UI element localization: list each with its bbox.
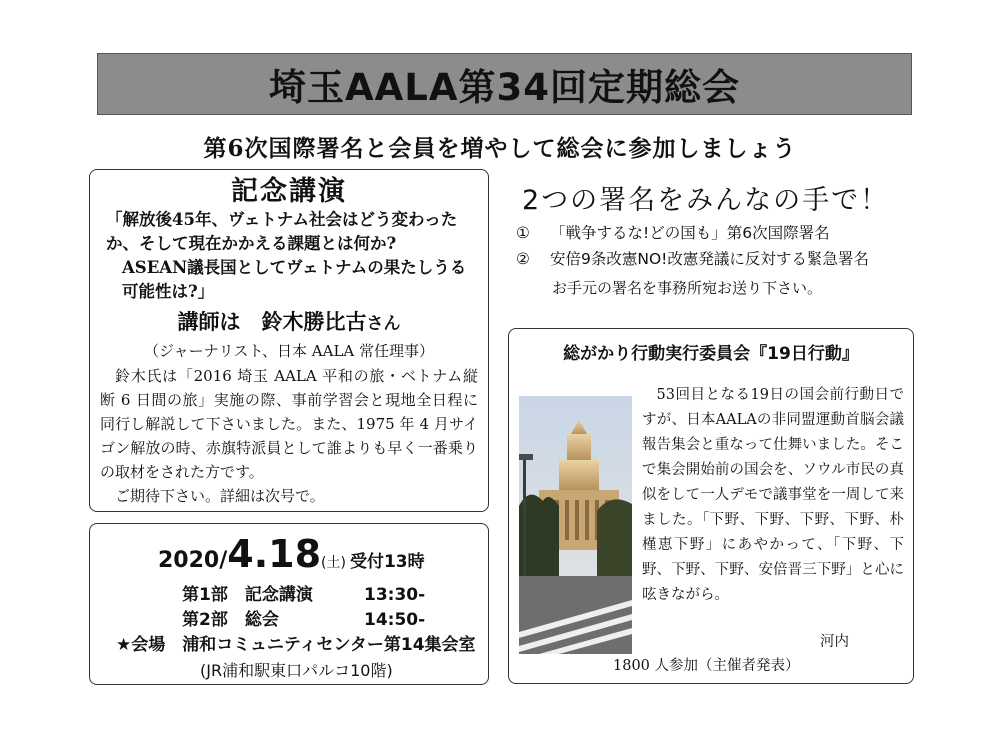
signature-item-1-text: 「戦争するな!どの国も」第6次国際署名 <box>550 224 830 242</box>
event-part2 <box>100 608 478 633</box>
event-part2-time: 14:50- <box>364 610 426 630</box>
lecture-body-paragraph1: 鈴木氏は「2016 埼玉 AALA 平和の旅・ベトナム縦断 6 日間の旅」実施の際、事前学習会と現地全日程に同行し解説して下さいました。また、1975 年 4 月サイゴン解放の時、赤旗特派員として誰よりも早く一番乗りの取材をされた方です。 <box>100 367 478 481</box>
event-part1-label: 第1部 記念講演 <box>182 585 313 605</box>
lecture-theme-line1: 「解放後45年、ヴェトナム社会はどう変わったか、そして現在かかえる課題とは何か? <box>106 210 458 253</box>
event-date-weekday: (土) <box>321 555 346 571</box>
action-author: 河内 <box>820 634 849 650</box>
signatures-heading: 2つの署名をみんなの手で！ <box>522 185 890 216</box>
lecture-heading: 記念講演 <box>231 176 347 207</box>
signature-item-1-number: ① <box>516 224 530 242</box>
event-part1 <box>100 583 478 608</box>
signature-item-1 <box>516 220 936 246</box>
diet-building-photo <box>519 396 632 654</box>
lecture-body-paragraph2: ご期待下さい。詳細は次号で。 <box>115 487 325 505</box>
speaker-name: 講師は 鈴木勝比古 <box>177 309 367 334</box>
speaker-honorific: さん <box>366 314 401 334</box>
lecture-box <box>89 169 489 512</box>
event-venue-detail: (JR浦和駅東口パルコ10階) <box>200 661 393 680</box>
page-subtitle: 第6次国際署名と会員を増やして総会に参加しましょう <box>203 135 797 162</box>
event-date <box>100 534 478 583</box>
lecture-speaker <box>100 306 478 340</box>
lecture-theme-line2: ASEAN議長国としてヴェトナムの果たしうる可能性は?」 <box>122 258 467 301</box>
diet-building-photo-illustration <box>519 396 632 654</box>
title-banner <box>97 53 912 115</box>
event-date-monthday: 4.18 <box>227 532 322 576</box>
action-body-paragraph: 53回目となる19日の国会前行動日ですが、日本AALAの非同盟運動首脳会議報告集会と重なって仕舞いました。そこで集会開始前の国会を、ソウル市民の真似をして一人デモで議事堂を一周して来ました。「下野、下野、下野、下野、朴槿恵下野」にあやかって、「下野、下野、下野、下野、安倍晋三下野」と心に呟きながら。 <box>642 387 904 603</box>
action-box <box>508 328 914 684</box>
signatures-list <box>516 220 936 272</box>
signature-item-2-number: ② <box>516 250 530 268</box>
event-part1-time: 13:30- <box>364 585 426 605</box>
lecture-theme <box>100 208 478 304</box>
action-title: 総がかり行動実行委員会『19日行動』 <box>563 344 859 364</box>
event-venue: ★会場 浦和コミュニティセンター第14集会室 <box>116 635 476 655</box>
signature-item-2 <box>516 246 936 272</box>
event-part2-label: 第2部 総会 <box>182 610 279 630</box>
lecture-body <box>100 364 478 508</box>
signatures-note: お手元の署名を事務所宛お送り下さい。 <box>552 279 823 297</box>
action-attendance: 1800 人参加（主催者発表） <box>613 658 800 674</box>
signature-item-2-text: 安倍9条改憲NO!改憲発議に反対する緊急署名 <box>550 250 869 268</box>
speaker-role: （ジャーナリスト、日本 AALA 常任理事） <box>143 342 435 360</box>
action-body <box>642 383 904 608</box>
event-box <box>89 523 489 685</box>
event-date-year: 2020/ <box>158 548 228 573</box>
page-title: 埼玉AALA第34回定期総会 <box>269 66 740 109</box>
event-reception: 受付13時 <box>349 552 425 572</box>
